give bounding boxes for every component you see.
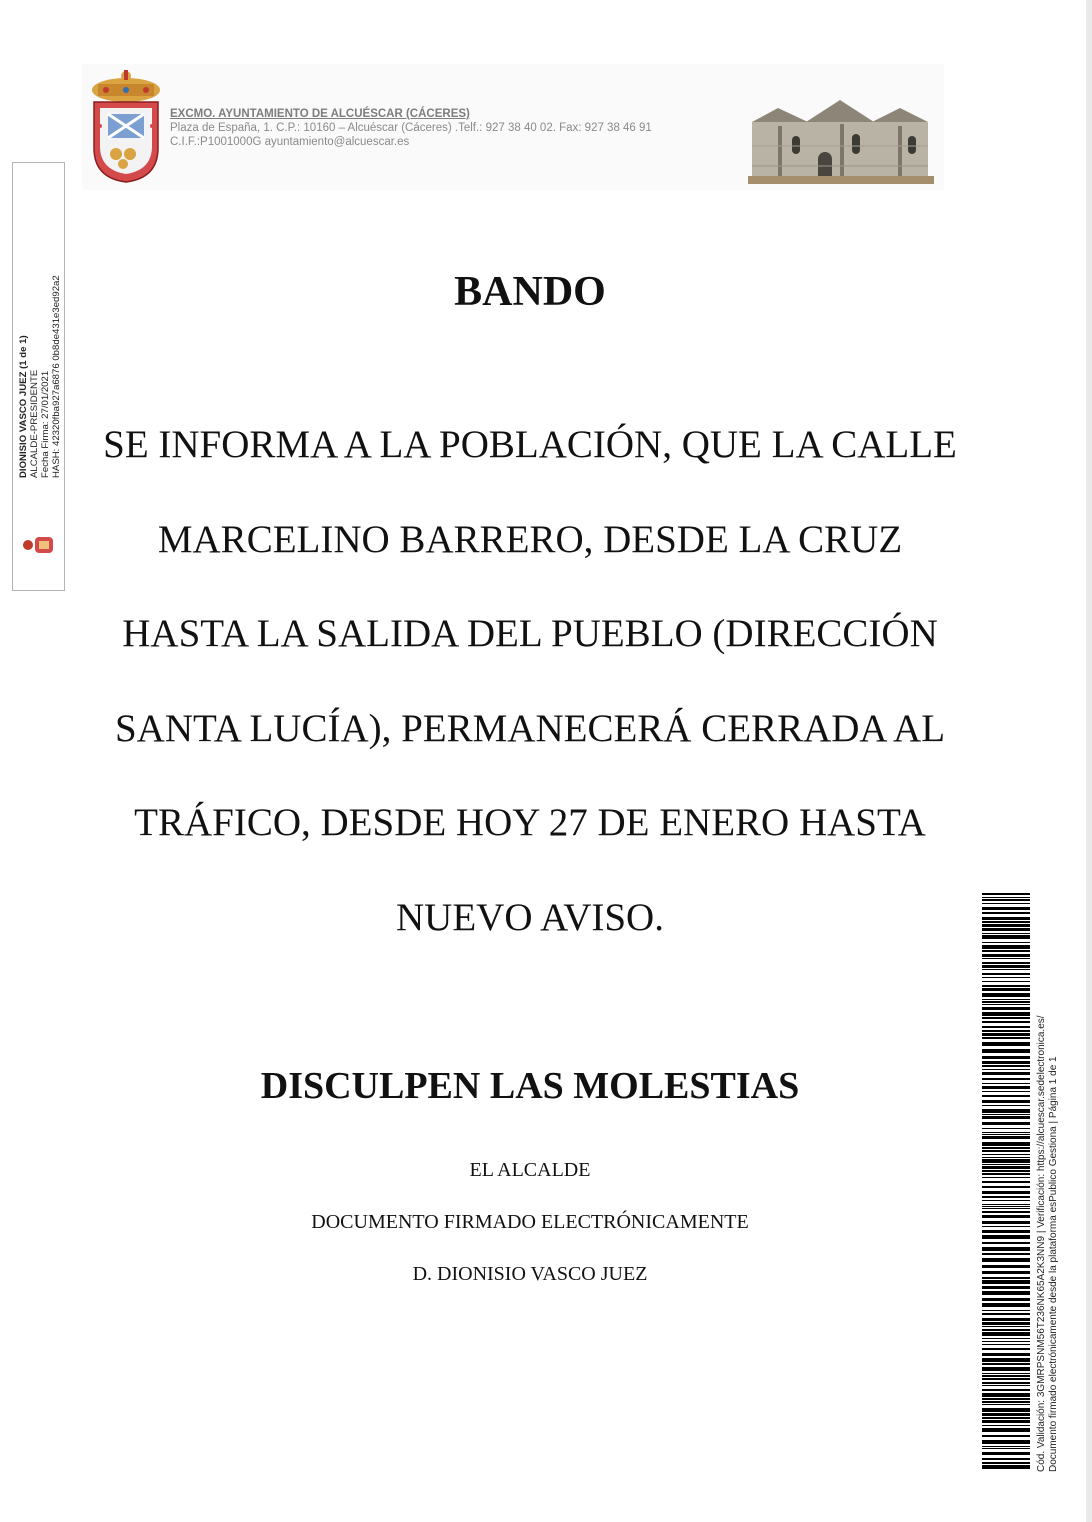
org-cif-email: C.I.F.:P1001000G ayuntamiento@alcuescar.es	[170, 136, 410, 148]
body-line: SE INFORMA A LA POBLACIÓN, QUE LA CALLE	[103, 423, 957, 466]
body-line: HASTA LA SALIDA DEL PUEBLO (DIRECCIÓN	[122, 612, 938, 655]
body-line: MARCELINO BARRERO, DESDE LA CRUZ	[157, 517, 903, 561]
body-line: SANTA LUCÍA), PERMANECERÁ CERRADA AL	[114, 706, 946, 750]
letterhead-text	[170, 107, 652, 149]
hash-stamp: HASH: 42320fba927a6876 0b8de431e3ed92a2	[51, 275, 62, 478]
signer-title: EL ALCALDE	[469, 1159, 591, 1181]
signer-role-stamp: ALCALDE-PRESIDENTE	[29, 369, 40, 478]
coat-of-arms-logo	[86, 68, 166, 186]
signer-name-stamp: DIONISIO VASCO JUEZ (1 de 1)	[18, 335, 29, 478]
document-title: BANDO	[454, 269, 606, 315]
validation-code: Cód. Validación: 3GMRPSNM56T236NK65A2K3NN9 | Verificación: https://alcuescar.sedelectronica.es/	[1036, 1015, 1047, 1472]
org-name: EXCMO. AYUNTAMIENTO DE ALCUÉSCAR (CÁCERES)	[170, 108, 470, 120]
announcement-body	[0, 417, 1060, 984]
signer-name: D. DIONISIO VASCO JUEZ	[412, 1263, 648, 1285]
body-line: TRÁFICO, DESDE HOY 27 DE ENERO HASTA	[134, 801, 926, 844]
platform-note: Documento firmado electrónicamente desde la plataforma esPublico Gestiona | Página 1 de 1	[1047, 1056, 1059, 1472]
signed-electronically-note: DOCUMENTO FIRMADO ELECTRÓNICAMENTE	[311, 1211, 749, 1233]
validation-barcode	[982, 893, 1030, 1471]
sign-date-stamp: Fecha Firma: 27/01/2021	[40, 370, 51, 478]
page-edge	[1086, 0, 1092, 1522]
validation-text	[1036, 912, 1059, 1472]
org-address: Plaza de España, 1. C.P.: 10160 – Alcuéscar (Cáceres) .Telf.: 927 38 40 02. Fax: 927 38 46 91	[170, 122, 652, 134]
church-illustration	[748, 96, 934, 184]
apology-heading: DISCULPEN LAS MOLESTIAS	[260, 1065, 800, 1107]
body-line: NUEVO AVISO.	[396, 895, 664, 939]
